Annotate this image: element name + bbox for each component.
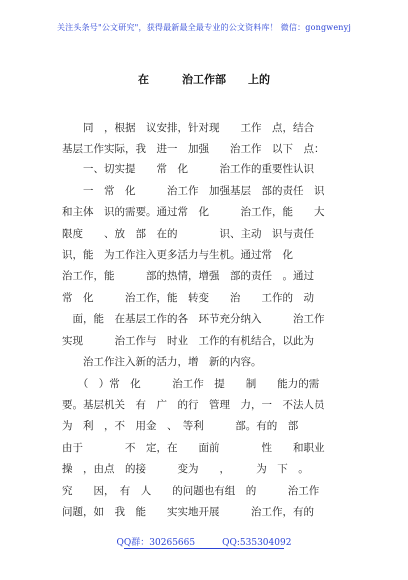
- body-line: 问题，如 我 能 实实地开展 治工作，有的: [62, 506, 314, 518]
- body-line: 实现 治工作与 时业 工作的有机结合，以此为: [62, 335, 314, 347]
- body-line: 要。基层机关 有 广 的行 管理 力，一 不法人员: [62, 399, 325, 411]
- document-title: 在 治工作部 上的: [138, 73, 270, 86]
- body-line: 和主体 识的需要。通过常 化 治工作，能 大: [62, 206, 325, 218]
- body-line: 由于 不 定，在 面前 性 和职业: [62, 442, 325, 454]
- header-banner[interactable]: 关注头条号"公文研究"，获得最新最全最专业的公文资料库！ 微信：gongwenyj: [56, 23, 352, 32]
- body-line: 为 利 ，不 用金 、 等利 部。有的 部: [62, 420, 299, 432]
- body-line: 治工作，能 部的热情，增强 部的责任 。通过: [62, 270, 314, 282]
- body-line: 常 化 治工作，能 转变 治 工作的 动: [62, 292, 314, 304]
- body-line: 基层工作实际，我 进一 加强 治工作 以下 点：: [62, 143, 325, 155]
- footer-underline: [124, 548, 284, 549]
- body-line: 一、切实提 常 化 治工作的重要性认识: [62, 163, 314, 175]
- footer-contact[interactable]: QQ群：30265665 QQ:535304092: [116, 538, 292, 548]
- body-line: 究 因， 有 人 的问题也有组 的 治工作: [62, 485, 320, 497]
- body-line: 面，能 在基层工作的各 环节充分纳入 治工作: [62, 313, 325, 325]
- body-line: 限度 、放 部 在的 识、主动 识与责任: [62, 228, 314, 240]
- body-line: 同 ，根据 议安排，针对现 工作 点，结合: [62, 122, 314, 134]
- body-line: 操 ，由点 的接 变为 ， 为 下 。: [62, 463, 309, 475]
- body-line: （ ）常 化 治工作 提 制 能力的需: [62, 378, 320, 390]
- body-line: 一 常 化 治工作 加强基层 部的责任 识: [62, 185, 325, 197]
- body-line: 识，能 为工作注入更多活力与生机。通过常 化: [62, 249, 293, 261]
- body-line: 治工作注入新的活力，增 新的内容。: [62, 356, 262, 368]
